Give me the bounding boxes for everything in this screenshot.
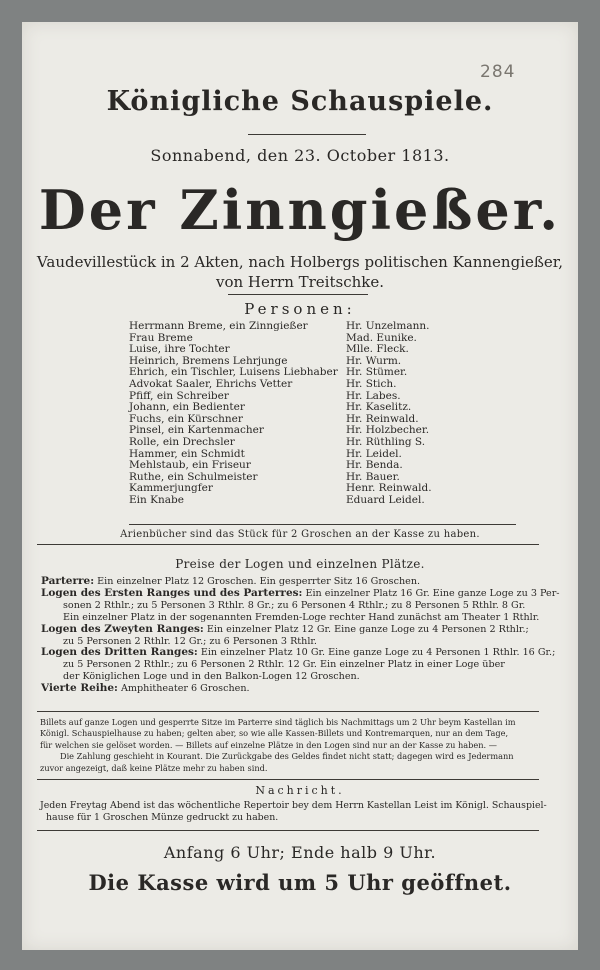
price-category: Parterre: xyxy=(41,575,95,587)
cast-actor: Hr. Kaselitz. xyxy=(346,401,412,414)
nachricht-line: hause für 1 Groschen Münze gedruckt zu haben. xyxy=(46,811,279,823)
divider xyxy=(248,134,366,135)
cast-actor: Hr. Leidel. xyxy=(346,447,402,460)
cast-row xyxy=(129,460,429,472)
price-text: Ein einzelner Platz in der sogenannten Fremden-Loge rechter Hand zunächst am Theater 1 Rthlr. xyxy=(63,611,540,623)
play-title: Der Zinngießer. xyxy=(38,178,562,242)
price-line xyxy=(41,600,531,612)
price-text: Ein einzelner Platz 10 Gr. Eine ganze Loge zu 4 Personen 1 Rthlr. 16 Gr.; xyxy=(197,647,556,659)
cast-row xyxy=(129,437,429,449)
divider xyxy=(37,544,539,545)
nachricht-text xyxy=(40,800,547,823)
divider xyxy=(37,830,539,831)
performance-date: Sonnabend, den 23. October 1813. xyxy=(150,146,450,165)
price-category: Vierte Reihe: xyxy=(41,682,118,695)
personen-heading: Personen: xyxy=(244,300,356,318)
price-category: Logen des Ersten Ranges und des Parterres: xyxy=(41,586,303,599)
cast-role: Rolle, ein Drechsler xyxy=(129,435,235,448)
price-line xyxy=(41,624,531,636)
cast-actor: Hr. Stich. xyxy=(346,377,397,390)
billets-line: Die Zahlung geschieht in Kourant. Die Zurückgabe des Geldes findet nicht statt; dagegen wird es Jedermann xyxy=(60,751,514,762)
price-line xyxy=(41,646,556,659)
price-category: Logen des Zweyten Ranges: xyxy=(41,622,204,635)
cast-actor: Mlle. Fleck. xyxy=(346,343,409,356)
cast-role: Ehrich, ein Tischler, Luisens Liebhaber xyxy=(129,366,338,379)
box-office-opening: Die Kasse wird um 5 Uhr geöffnet. xyxy=(88,870,512,895)
cast-role: Fuchs, ein Kürschner xyxy=(129,412,243,425)
cast-role: Pfiff, ein Schreiber xyxy=(129,389,229,402)
nachricht-heading: Nachricht. xyxy=(255,784,345,797)
price-text: der Königlichen Loge und in den Balkon-Logen 12 Groschen. xyxy=(63,671,360,683)
cast-actor: Hr. Wurm. xyxy=(346,354,402,367)
price-text: zu 5 Personen 2 Rthlr. 12 Gr.; zu 6 Personen 3 Rthlr. xyxy=(63,635,317,647)
cast-actor: Hr. Bauer. xyxy=(346,470,400,483)
divider xyxy=(37,711,539,712)
billets-line: Billets auf ganze Logen und gesperrte Sitze im Parterre sind täglich bis Nachmittags um 2 Uhr beym Kastellan im xyxy=(40,717,516,727)
subtitle-line: von Herrn Treitschke. xyxy=(215,273,385,291)
cast-role: Heinrich, Bremens Lehrjunge xyxy=(129,354,288,367)
cast-row xyxy=(129,321,429,333)
prices-heading: Preise der Logen und einzelnen Plätze. xyxy=(175,557,425,571)
cast-role: Advokat Saaler, Ehrichs Vetter xyxy=(129,377,293,390)
cast-row xyxy=(129,495,429,507)
cast-actor: Hr. Stümer. xyxy=(346,366,408,379)
cast-list xyxy=(129,320,432,507)
cast-role: Ein Knabe xyxy=(129,493,184,506)
cast-role: Kammerjungfer xyxy=(129,482,213,495)
subtitle-line: Vaudevillestück in 2 Akten, nach Holbergs politischen Kannengießer, xyxy=(36,253,564,271)
cast-actor: Hr. Labes. xyxy=(346,389,401,402)
price-text: Ein einzelner Platz 16 Gr. Eine ganze Loge zu 3 Per- xyxy=(302,587,560,599)
archive-number: 284 xyxy=(480,62,516,82)
price-text: Ein einzelner Platz 12 Groschen. Ein gesperrter Sitz 16 Groschen. xyxy=(94,576,421,587)
cast-role: Hammer, ein Schmidt xyxy=(129,447,245,460)
cast-actor: Hr. Reinwald. xyxy=(346,412,419,425)
play-subtitle xyxy=(0,252,600,292)
arienbuecher-note: Arienbücher sind das Stück für 2 Groschen an der Kasse zu haben. xyxy=(120,529,480,540)
billets-line: für welchen sie gelöset worden. — Billets auf einzelne Plätze in den Logen sind nur an der Kasse zu haben. — xyxy=(40,739,497,750)
cast-actor: Henr. Reinwald. xyxy=(346,482,432,495)
cast-actor: Hr. Rüthling S. xyxy=(346,435,426,448)
cast-role: Luise, ihre Tochter xyxy=(129,343,230,356)
cast-actor: Hr. Unzelmann. xyxy=(346,320,430,332)
cast-row xyxy=(129,379,429,391)
price-line xyxy=(41,683,531,695)
cast-role: Pinsel, ein Kartenmacher xyxy=(129,424,264,437)
price-list xyxy=(41,575,560,695)
billets-line: Königl. Schauspielhause zu haben; gelten aber, so wie alle Kassen-Billets und Kontremarquen, nur an dem Tage, xyxy=(40,728,509,739)
cast-actor: Mad. Eunike. xyxy=(346,331,417,344)
start-time: Anfang 6 Uhr; Ende halb 9 Uhr. xyxy=(163,843,437,862)
cast-role: Herrmann Breme, ein Zinngießer xyxy=(129,320,308,332)
divider xyxy=(129,524,516,525)
nachricht-line: Jeden Freytag Abend ist das wöchentliche Repertoir bey dem Herrn Kastellan Leist im Königl. Schauspiel- xyxy=(40,800,547,811)
price-text: zu 5 Personen 2 Rthlr.; zu 6 Personen 2 Rthlr. 12 Gr. Ein einzelner Platz in einer Loge über xyxy=(63,659,505,671)
cast-role: Johann, ein Bedienter xyxy=(129,401,245,414)
billets-line: zuvor angezeigt, daß keine Plätze mehr zu haben sind. xyxy=(40,762,268,773)
price-line xyxy=(41,659,531,671)
cast-row xyxy=(129,402,429,414)
cast-actor: Eduard Leidel. xyxy=(346,493,425,506)
billets-notice xyxy=(40,717,530,774)
price-text: sonen 2 Rthlr.; zu 5 Personen 3 Rthlr. 8 Gr.; zu 6 Personen 4 Rthlr.; zu 8 Personen 5 Rthlr. 8 Gr. xyxy=(63,599,526,611)
theater-name: Königliche Schauspiele. xyxy=(106,86,494,117)
price-line xyxy=(41,586,560,600)
price-text: Amphitheater 6 Groschen. xyxy=(117,683,250,695)
price-category: Logen des Dritten Ranges: xyxy=(41,646,198,659)
price-text: Ein einzelner Platz 12 Gr. Eine ganze Loge zu 4 Personen 2 Rthlr.; xyxy=(203,623,529,635)
divider xyxy=(228,294,368,295)
cast-role: Frau Breme xyxy=(129,331,193,344)
cast-role: Mehlstaub, ein Friseur xyxy=(129,459,251,472)
cast-role: Ruthe, ein Schulmeister xyxy=(129,470,258,483)
cast-actor: Hr. Holzbecher. xyxy=(346,424,430,437)
divider xyxy=(37,779,539,780)
cast-actor: Hr. Benda. xyxy=(346,459,403,472)
